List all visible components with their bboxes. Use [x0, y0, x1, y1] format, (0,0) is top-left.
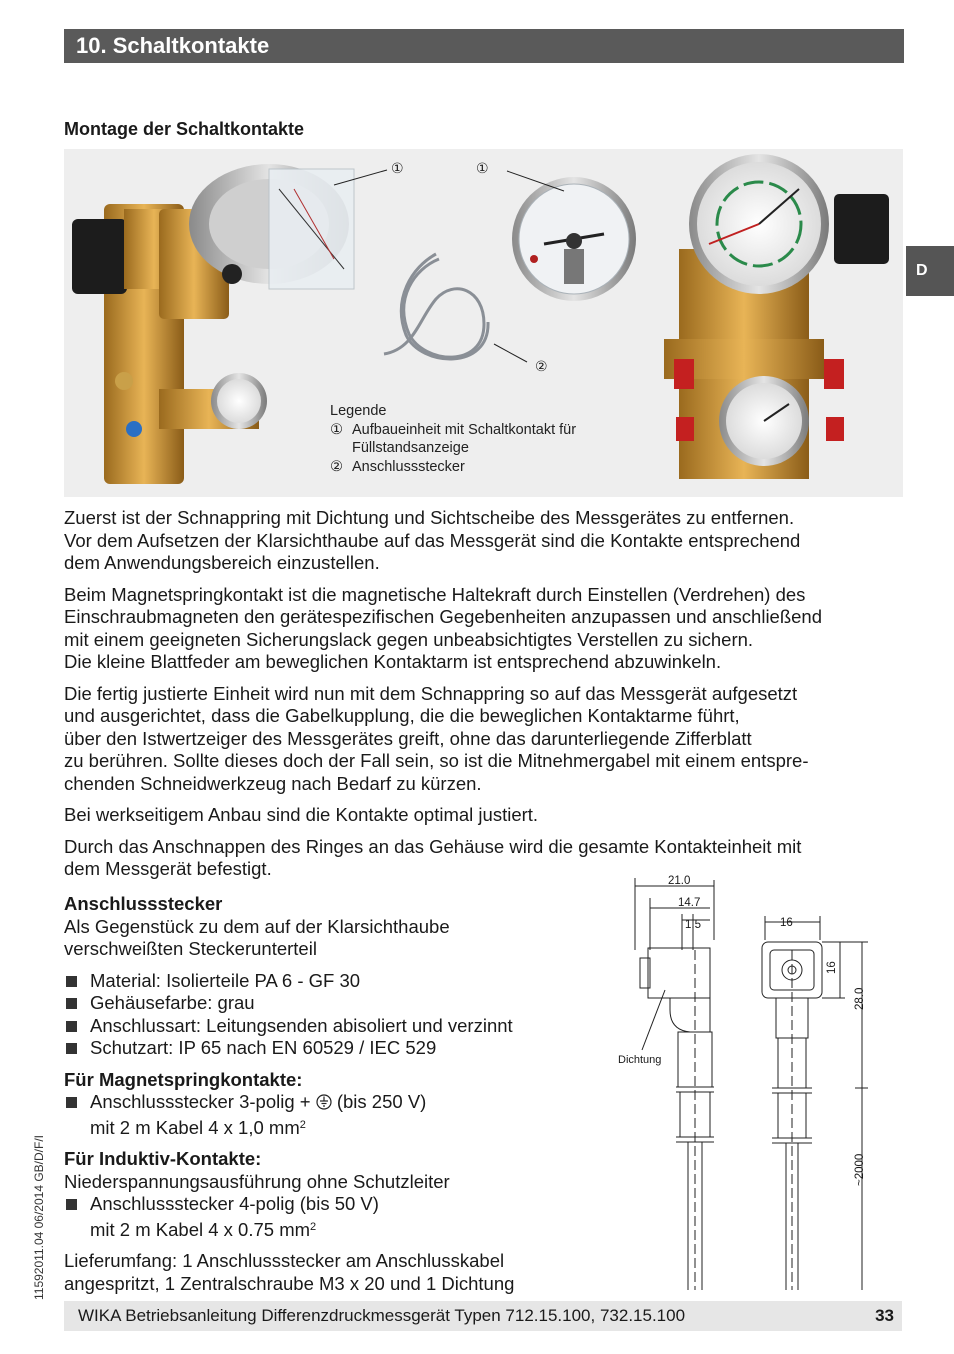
- legend-item-number: ②: [330, 458, 343, 475]
- earth-ground-icon: [316, 1094, 332, 1110]
- callout-2: ①: [476, 160, 489, 176]
- magnet-contacts-title: Für Magnetspringkontakte:: [64, 1068, 303, 1090]
- legend-title: Legende: [330, 403, 387, 419]
- product-figure: [64, 149, 903, 497]
- list-item: Anschlussstecker 4-polig (bis 50 V): [64, 1193, 604, 1216]
- contact-unit-photo: [512, 177, 636, 301]
- legend-item-text: Aufbaueinheit mit Schaltkontakt für Füllstandsanzeige: [352, 421, 577, 456]
- dimension-16-side: 16: [826, 961, 838, 974]
- footer-text: WIKA Betriebsanleitung Differenzdruckmessgerät Typen 712.15.100, 732.15.100: [78, 1306, 686, 1325]
- callout-3: ②: [535, 358, 548, 374]
- magnet-contacts-list: [64, 1091, 604, 1114]
- header-title: 10. Schaltkontakte: [76, 33, 270, 58]
- right-instrument-photo: [664, 154, 889, 479]
- list-item: Schutzart: IP 65 nach EN 60529 / IEC 529: [64, 1037, 604, 1060]
- document-code: 11592011.04 06/2014 GB/D/F/I: [32, 1134, 46, 1300]
- paragraph: Bei werkseitigem Anbau sind die Kontakte optimal justiert.: [64, 804, 539, 825]
- paragraph: Die fertig justierte Einheit wird nun mit dem Schnappring so auf das Messgerät aufgesetzt und ausgerichtet, dass die Gabelkupplung, die die beweglichen Kontaktarme führt, über den Istwertzeiger des Messgerätes greift, ohne das darunterliegende Zifferblatt zu berühren. Sollte dieses doch der Fall sein, so ist die Mitnehmergabel mit einem entspre- chenden Schneidwerkzeug nach Bedarf zu kürzen.: [64, 682, 809, 794]
- inductive-cable-line: [64, 1216, 604, 1242]
- body-paragraphs: [64, 507, 904, 881]
- list-item: Gehäusefarbe: grau: [64, 992, 604, 1015]
- delivery-scope: Lieferumfang: 1 Anschlussstecker am Anschlusskabel angespritzt, 1 Zentralschraube M3 x 20 und 1 Dichtung: [64, 1250, 515, 1294]
- dimension-28: 28.0: [854, 987, 866, 1010]
- connector-title: Anschlussstecker: [64, 893, 223, 914]
- inductive-cable-text: mit 2 m Kabel 4 x 0.75 mm: [90, 1218, 311, 1240]
- dimension-drawing: [610, 870, 880, 1295]
- paragraph: Zuerst ist der Schnappring mit Dichtung und Sichtscheibe des Messgerätes zu entfernen. Vor dem Aufsetzen der Klarsichthaube auf das Messgerät sind die Kontakte entsprechend dem Anwendungsbereich einzustellen.: [64, 507, 801, 573]
- section-title: Montage der Schaltkontakte: [64, 119, 305, 139]
- list-item: [64, 1091, 604, 1114]
- inductive-intro: Niederspannungsausführung ohne Schutzleiter: [64, 1170, 450, 1192]
- inductive-contacts-title: Für Induktiv-Kontakte:: [64, 1148, 262, 1169]
- connector-intro: Als Gegenstück zu dem auf der Klarsichthaube verschweißten Steckerunterteil: [64, 915, 450, 959]
- magnet-cable-line: [64, 1114, 604, 1140]
- dimension-21: 21.0: [668, 875, 691, 887]
- page-header: [64, 29, 904, 63]
- list-item: Material: Isolierteile PA 6 - GF 30: [64, 970, 604, 993]
- inductive-contacts-list: [64, 1193, 604, 1216]
- connector-section: [64, 893, 604, 1295]
- left-assembly-photo: [72, 164, 354, 484]
- legend-item: [330, 458, 576, 477]
- callout-1: ①: [391, 160, 404, 176]
- paragraph: Beim Magnetspringkontakt ist die magnetische Haltekraft durch Einstellen (Verdrehen) des Einschraubmagneten den gerätespezifischen Gegebenheiten anzupassen und anschließend mit einem geeigneten Sicherungslack gegen unbeabsichtigtes Verstellen zu sichern. Die kleine Blattfeder am beweglichen Kontaktarm ist entsprechend abzuwinkeln.: [64, 583, 823, 672]
- language-tab-label: D: [916, 262, 928, 279]
- connector-technical-drawing: [610, 870, 880, 1300]
- cable-photo: [384, 254, 488, 359]
- seal-label: Dichtung: [618, 1054, 662, 1066]
- legend-item-number: ①: [330, 421, 343, 438]
- superscript: 2: [299, 1118, 306, 1131]
- dimension-14-7: 14.7: [678, 897, 701, 909]
- magnet-bullet-voltage: (bis 250 V): [331, 1091, 427, 1112]
- language-tab: [906, 246, 954, 296]
- page-footer: [64, 1301, 902, 1331]
- dimension-1-5: 1.5: [685, 919, 701, 931]
- page-number: 33: [875, 1306, 894, 1325]
- list-item: Anschlussart: Leitungsenden abisoliert und verzinnt: [64, 1015, 604, 1038]
- superscript: 2: [310, 1220, 317, 1233]
- legend-item: [330, 421, 576, 458]
- legend-item-text: Anschlussstecker: [352, 458, 465, 475]
- connector-spec-list: [64, 970, 604, 1060]
- callout-leader-3: [494, 344, 527, 362]
- figure-legend: [330, 402, 576, 476]
- dimension-16-top: 16: [780, 917, 793, 929]
- paragraph: Durch das Anschnappen des Ringes an das Gehäuse wird die gesamte Kontakteinheit mit dem Messgerät befestigt.: [64, 835, 802, 879]
- magnet-cable-text: mit 2 m Kabel 4 x 1,0 mm: [90, 1116, 300, 1138]
- dimension-cable-length: ~2000: [854, 1153, 866, 1186]
- magnet-bullet-text: Anschlussstecker 3-polig +: [90, 1091, 316, 1112]
